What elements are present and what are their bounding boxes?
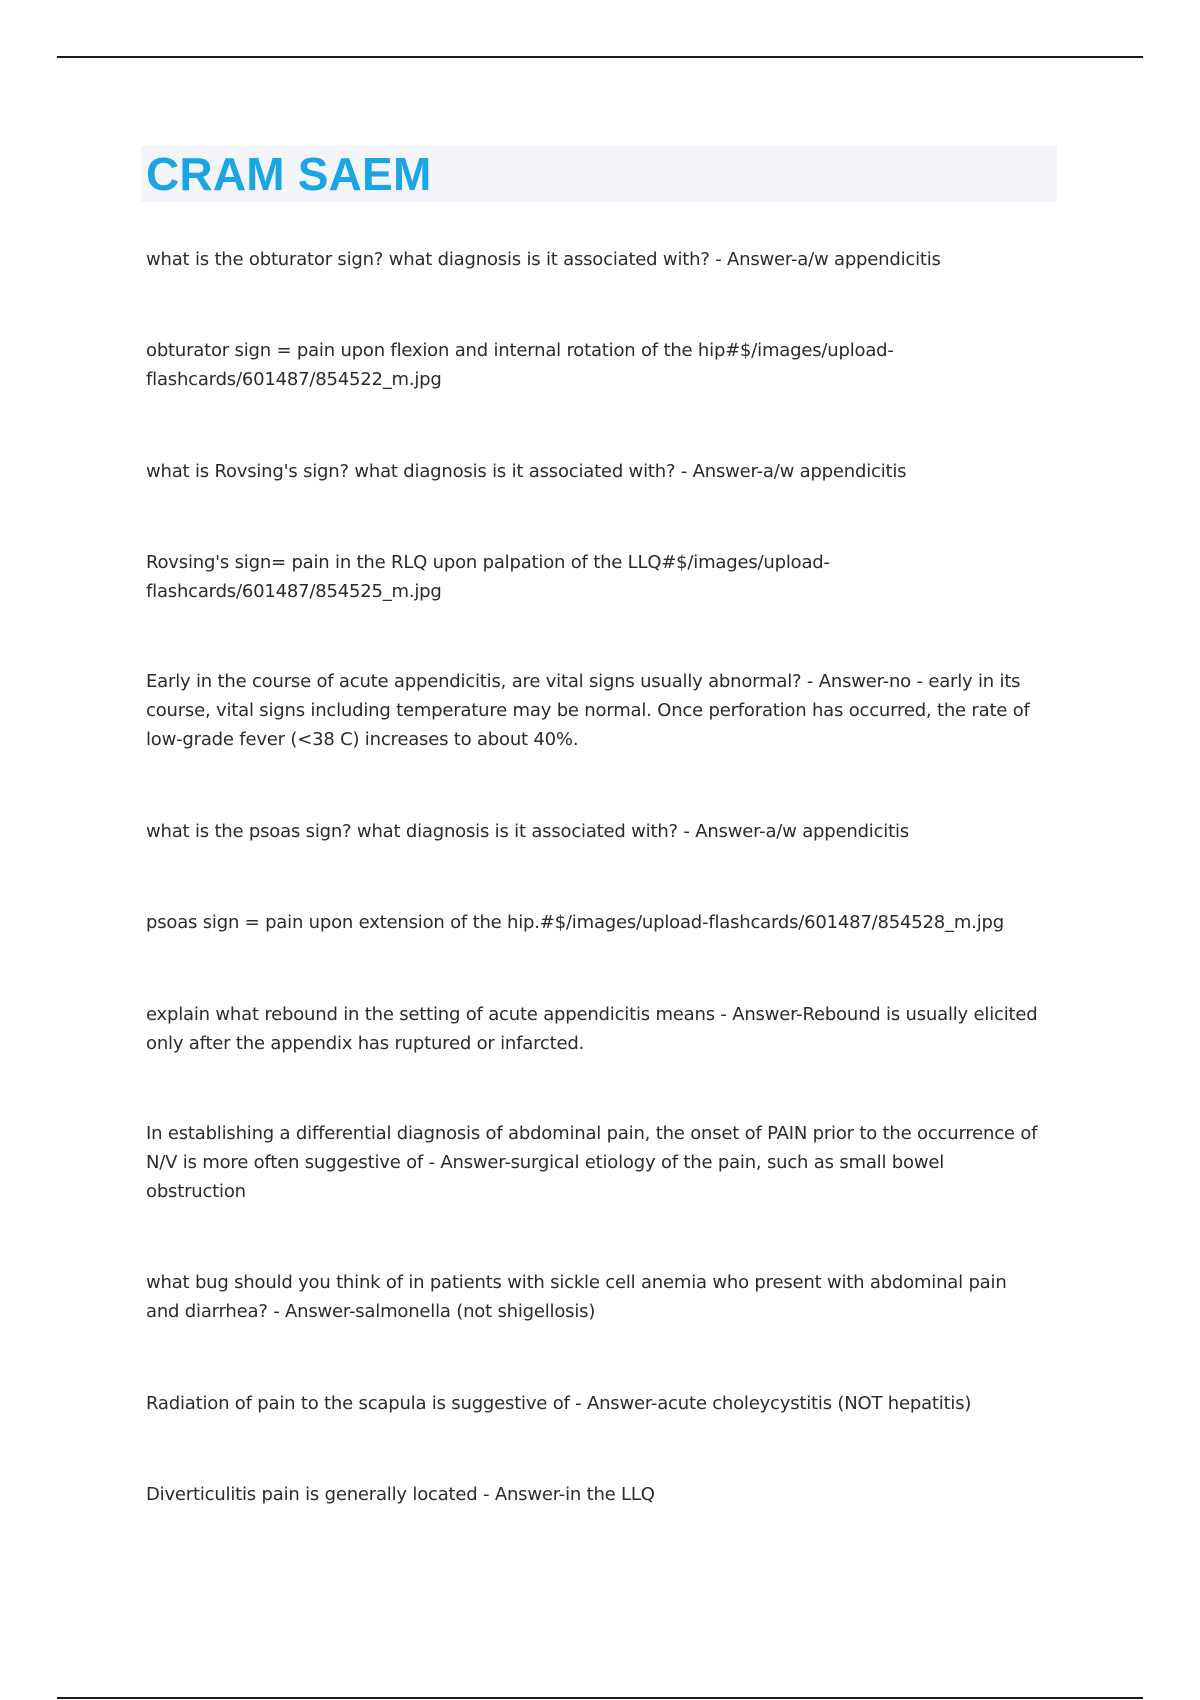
flashcard-line: what is Rovsing's sign? what diagnosis is it associated with? - Answer-a/w appendicitis	[146, 461, 907, 482]
flashcard-line: psoas sign = pain upon extension of the hip.#$/images/upload-flashcards/601487/854528_m.jpg	[146, 912, 1004, 933]
flashcard-line: course, vital signs including temperature may be normal. Once perforation has occurred, the rate of	[146, 700, 1030, 721]
flashcard-line: what is the obturator sign? what diagnosis is it associated with? - Answer-a/w appendicitis	[146, 249, 941, 270]
flashcard-9	[146, 1119, 1066, 1206]
flashcard-line: only after the appendix has ruptured or infarcted.	[146, 1033, 585, 1054]
flashcard-line: and diarrhea? - Answer-salmonella (not shigellosis)	[146, 1301, 596, 1322]
flashcard-line: Diverticulitis pain is generally located - Answer-in the LLQ	[146, 1484, 655, 1505]
flashcard-line: explain what rebound in the setting of acute appendicitis means - Answer-Rebound is usually elicited	[146, 1004, 1038, 1025]
flashcard-line: N/V is more often suggestive of - Answer-surgical etiology of the pain, such as small bowel	[146, 1152, 945, 1173]
top-rule	[57, 56, 1143, 58]
flashcard-1	[146, 245, 1066, 274]
flashcard-line: In establishing a differential diagnosis of abdominal pain, the onset of PAIN prior to the occurrence of	[146, 1123, 1038, 1144]
flashcard-line: low-grade fever (<38 C) increases to about 40%.	[146, 729, 579, 750]
flashcard-12	[146, 1480, 1066, 1509]
flashcard-6	[146, 817, 1066, 846]
flashcard-11	[146, 1389, 1066, 1418]
flashcard-3	[146, 457, 1066, 486]
flashcard-line: obturator sign = pain upon flexion and internal rotation of the hip#$/images/upload-	[146, 340, 894, 361]
flashcard-4	[146, 548, 1066, 606]
flashcard-line: Early in the course of acute appendicitis, are vital signs usually abnormal? - Answer-no - early in its	[146, 671, 1021, 692]
document-title: CRAM SAEM	[146, 148, 432, 200]
bottom-rule	[57, 1697, 1143, 1699]
flashcard-7	[146, 908, 1066, 937]
flashcard-8	[146, 1000, 1066, 1058]
flashcard-line: what is the psoas sign? what diagnosis is it associated with? - Answer-a/w appendicitis	[146, 821, 909, 842]
flashcard-line: what bug should you think of in patients with sickle cell anemia who present with abdominal pain	[146, 1272, 1007, 1293]
flashcard-line: obstruction	[146, 1181, 246, 1202]
flashcard-2	[146, 336, 1066, 394]
flashcard-5	[146, 667, 1066, 754]
flashcard-line: flashcards/601487/854525_m.jpg	[146, 581, 442, 602]
flashcard-line: Radiation of pain to the scapula is suggestive of - Answer-acute choleycystitis (NOT hepatitis)	[146, 1393, 972, 1414]
flashcard-line: flashcards/601487/854522_m.jpg	[146, 369, 442, 390]
flashcard-line: Rovsing's sign= pain in the RLQ upon palpation of the LLQ#$/images/upload-	[146, 552, 830, 573]
flashcard-10	[146, 1268, 1066, 1326]
